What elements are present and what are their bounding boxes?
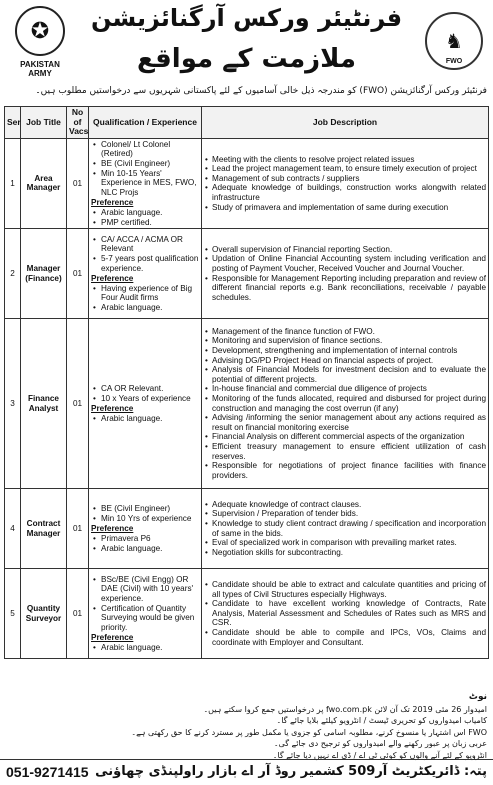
qualification-item: • BE (Civil Engineer) xyxy=(101,504,199,514)
preference-label: Preference xyxy=(91,404,134,414)
note-line: کامیاب امیدواروں کو تحریری ٹیسٹ / انٹرویو کیلئے بلایا جائے گا۔ xyxy=(276,716,487,725)
description-item: • Eval of specialized work in comparison with prevailing market rates. xyxy=(212,538,486,548)
row-job-title: Contract Manager xyxy=(21,489,67,569)
note-line: FWO اس اشتہار یا منسوخ کرنے، مطلوبہ اسامی کو جزوی یا مکمل طور پر مسترد کرنے کا حق رکھتی ہے۔ xyxy=(131,727,487,737)
qualification-item: • Certification of Quantity Surveying would be given priority. xyxy=(101,604,199,633)
description-item: • Responsible for negotiations of project finance facilities with finance providers. xyxy=(212,461,486,480)
pakistan-army-logo xyxy=(8,6,72,78)
row-vacancies: 01 xyxy=(67,489,89,569)
preference-list xyxy=(91,643,199,653)
header-qualification: Qualification / Experience xyxy=(89,107,202,139)
job-opportunities-title: ملازمت کے مواقع xyxy=(137,44,356,74)
table-row xyxy=(5,138,489,228)
ibex-icon: ♞ xyxy=(445,30,463,53)
qualification-item: • CA OR Relevant. xyxy=(101,384,199,394)
row-vacancies: 01 xyxy=(67,138,89,228)
row-job-title: Finance Analyst xyxy=(21,319,67,489)
row-qualification xyxy=(89,319,202,489)
row-ser: 1 xyxy=(5,138,21,228)
description-item: • Study of primavera and implementation of same during execution xyxy=(212,203,486,213)
description-item: • Adequate knowledge of contract clauses. xyxy=(212,500,486,510)
notes-heading: نوٹ xyxy=(468,692,487,702)
description-item: • Negotiation skills for subcontracting. xyxy=(212,548,486,558)
row-qualification xyxy=(89,569,202,659)
table-row xyxy=(5,229,489,319)
table-row xyxy=(5,569,489,659)
row-description xyxy=(202,569,489,659)
preference-item: • Arabic language. xyxy=(101,643,199,653)
intro-text: فرنٹیئر ورکس آرگنائزیشن (FWO) کو مندرجہ ذیل خالی آسامیوں کے لئے پاکستانی شہریوں سے درخواستیں مطلوب ہیں۔ xyxy=(35,86,487,96)
description-item: • Candidate should be able to compile and IPCs, VOs, Claims and coordinate with Employer and Consultant. xyxy=(212,628,486,647)
qualification-item: • CA/ ACCA / ACMA OR Relevant xyxy=(101,235,199,254)
row-vacancies: 01 xyxy=(67,229,89,319)
preference-item: • Arabic language. xyxy=(101,208,199,218)
note-line: امیدوار 26 مئی 2019 تک آن لائن fwo.com.pk پر درخواستیں جمع کروا سکتے ہیں۔ xyxy=(203,704,487,714)
qualification-list xyxy=(91,235,199,273)
description-list xyxy=(204,580,486,647)
preference-label: Preference xyxy=(91,274,134,284)
preference-list xyxy=(91,208,199,227)
footer xyxy=(0,759,493,785)
preference-list xyxy=(91,534,199,553)
row-description xyxy=(202,229,489,319)
qualification-list xyxy=(91,384,199,403)
table-row xyxy=(5,489,489,569)
org-name-urdu: فرنٹیئر ورکس آرگنائزیشن xyxy=(90,4,403,32)
description-item: • Knowledge to study client contract drawing / specification and incorporation of same in the bids. xyxy=(212,519,486,538)
qualification-item: • BSc/BE (Civil Engg) OR DAE (Civil) with 10 years' experience. xyxy=(101,575,199,604)
row-ser: 3 xyxy=(5,319,21,489)
row-qualification xyxy=(89,489,202,569)
qualification-list xyxy=(91,140,199,198)
jobs-table xyxy=(4,106,489,659)
description-item: • Monitoring of the funds allocated, required and disbursed for project during construction and managing the cost overrun (if any) xyxy=(212,394,486,413)
army-crest-icon: ✪ xyxy=(15,6,65,56)
description-list xyxy=(204,327,486,481)
preference-item: • Having experience of Big Four Audit firms xyxy=(101,284,199,303)
qualification-item: • Min 10 Yrs of experience xyxy=(101,514,199,524)
description-item: • Lead the project management team, to ensure timely execution of project xyxy=(212,164,486,174)
qualification-item: • 10 x Years of experience xyxy=(101,394,199,404)
description-item: • Overall supervision of Financial reporting Section. xyxy=(212,245,486,255)
row-job-title: Area Manager xyxy=(21,138,67,228)
header-job-title: Job Title xyxy=(21,107,67,139)
notes-section xyxy=(6,692,487,761)
row-qualification xyxy=(89,229,202,319)
row-ser: 5 xyxy=(5,569,21,659)
preference-list xyxy=(91,414,199,424)
qualification-item: • 5-7 years post qualification experience. xyxy=(101,254,199,273)
note-line: عربی زبان پر عبور رکھنے والے امیدواروں کو ترجیح دی جائے گی۔ xyxy=(273,739,487,748)
fwo-logo xyxy=(421,12,487,70)
description-list xyxy=(204,245,486,303)
description-item: • Candidate to have excellent working knowledge of Contracts, Rate Analysis, Material Assessment and Schedules of Rates such as MRS and CSR. xyxy=(212,599,486,628)
fwo-logo-text: FWO xyxy=(445,58,463,65)
qualification-item: • Min 10-15 Years' Experience in MES, FWO, NLC Projs xyxy=(101,169,199,198)
description-item: • Candidate should be able to extract and calculate quantities and pricing of all types of Civil Structures especially Highways. xyxy=(212,580,486,599)
qualification-item: • Colonel/ Lt Colonel (Retired) xyxy=(101,140,199,159)
row-qualification xyxy=(89,138,202,228)
table-header-row xyxy=(5,107,489,139)
preference-item: • Primavera P6 xyxy=(101,534,199,544)
description-item: • Responsible for Management Reporting including preparation and review of different financial reports e.g. Bank reconciliations, receivable / payable schedules. xyxy=(212,274,486,303)
header-description: Job Description xyxy=(202,107,489,139)
qualification-list xyxy=(91,504,199,523)
row-ser: 2 xyxy=(5,229,21,319)
description-item: • In-house financial and commercial due diligence of projects xyxy=(212,384,486,394)
note-line: انٹرویو کے لئے آنے والوں کو کوئی ٹی اے / ڈی اے نہیں دیا جائے گا۔ xyxy=(272,750,487,760)
table-row xyxy=(5,319,489,489)
fwo-emblem-icon xyxy=(425,12,483,70)
preference-item: • PMP certified. xyxy=(101,218,199,228)
row-vacancies: 01 xyxy=(67,569,89,659)
row-ser: 4 xyxy=(5,489,21,569)
row-description xyxy=(202,138,489,228)
row-vacancies: 01 xyxy=(67,319,89,489)
description-item: • Adequate knowledge of buildings, construction works alongwith related infrastructure xyxy=(212,183,486,202)
description-item: • Management of the finance function of FWO. xyxy=(212,327,486,337)
description-list xyxy=(204,155,486,213)
description-item: • Advising DG/PD Project Head on financial aspects of project. xyxy=(212,356,486,366)
preference-label: Preference xyxy=(91,198,134,208)
description-item: • Advising /informing the senior management about any actions required as result on financial monitoring exercise xyxy=(212,413,486,432)
row-description xyxy=(202,319,489,489)
preference-item: • Arabic language. xyxy=(101,303,199,313)
description-list xyxy=(204,500,486,558)
preference-label: Preference xyxy=(91,633,134,643)
contact-phone: 051-9271415 xyxy=(6,764,89,780)
preference-item: • Arabic language. xyxy=(101,544,199,554)
row-description xyxy=(202,489,489,569)
description-item: • Development, strengthening and implementation of internal controls xyxy=(212,346,486,356)
row-job-title: Manager (Finance) xyxy=(21,229,67,319)
preference-list xyxy=(91,284,199,313)
preference-label: Preference xyxy=(91,524,134,534)
description-item: • Supervision / Preparation of tender bids. xyxy=(212,509,486,519)
description-item: • Management of sub contracts / suppliers xyxy=(212,174,486,184)
description-item: • Efficient treasury management to ensure efficient utilization of cash reserves. xyxy=(212,442,486,461)
row-job-title: Quantity Surveyor xyxy=(21,569,67,659)
header-vacs: No of Vacs xyxy=(67,107,89,139)
qualification-list xyxy=(91,575,199,633)
description-item: • Analysis of Financial Models for investment decision and to evaluate the potential of different projects. xyxy=(212,365,486,384)
ad-header xyxy=(0,0,493,108)
header-ser: Ser xyxy=(5,107,21,139)
qualification-item: • BE (Civil Engineer) xyxy=(101,159,199,169)
preference-item: • Arabic language. xyxy=(101,414,199,424)
description-item: • Updation of Online Financial Accounting system including verification and posting of Payment Voucher, Received Voucher and Journal Voucher. xyxy=(212,254,486,273)
description-item: • Monitoring and supervision of finance sections. xyxy=(212,336,486,346)
army-logo-text: PAKISTAN ARMY xyxy=(20,60,60,78)
description-item: • Meeting with the clients to resolve project related issues xyxy=(212,155,486,165)
address: پتہ: ڈائریکٹریٹ آر509 کشمیر روڈ آر اے بازار راولپنڈی چھاؤنی xyxy=(95,764,487,779)
description-item: • Financial Analysis on different commercial aspects of the organization xyxy=(212,432,486,442)
